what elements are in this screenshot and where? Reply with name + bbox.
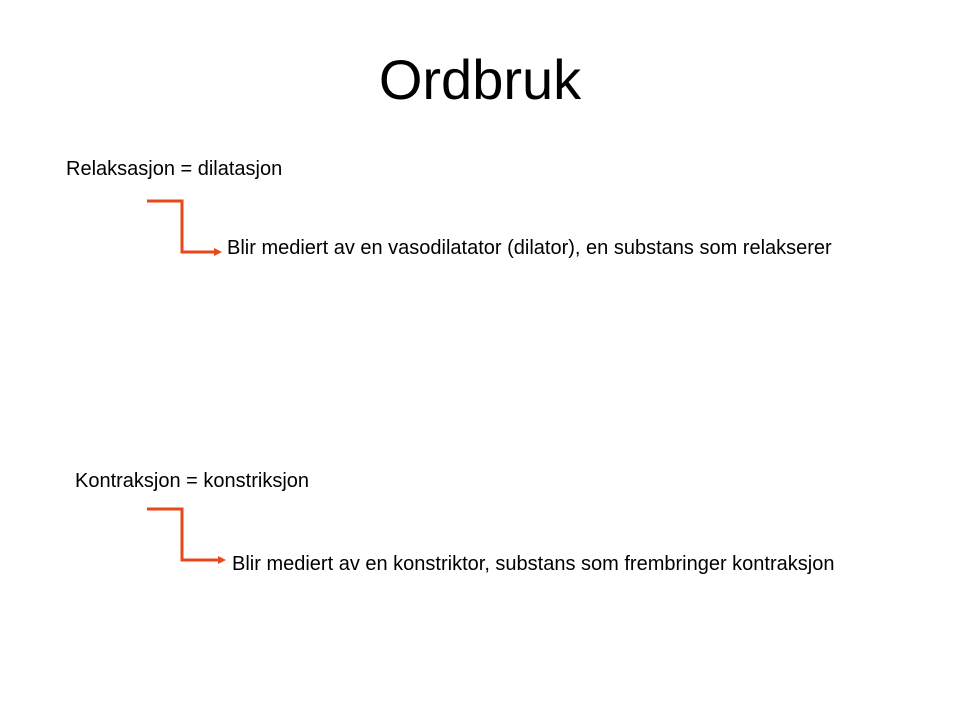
description-relaksasjon: Blir mediert av en vasodilatator (dilator), en substans som relakserer (227, 237, 832, 259)
term-kontraksjon: Kontraksjon = konstriksjon (75, 470, 310, 492)
term-relaksasjon: Relaksasjon = dilatasjon (66, 158, 283, 180)
elbow-arrow-icon (140, 503, 225, 568)
elbow-arrow-line (147, 201, 214, 252)
elbow-arrow-head (218, 556, 226, 564)
elbow-arrow-icon (140, 195, 225, 260)
slide-title: Ordbruk (378, 48, 582, 111)
description-kontraksjon: Blir mediert av en konstriktor, substans som frembringer kontraksjon (232, 553, 835, 575)
elbow-arrow-line (147, 509, 218, 560)
elbow-arrow-head (214, 248, 222, 256)
